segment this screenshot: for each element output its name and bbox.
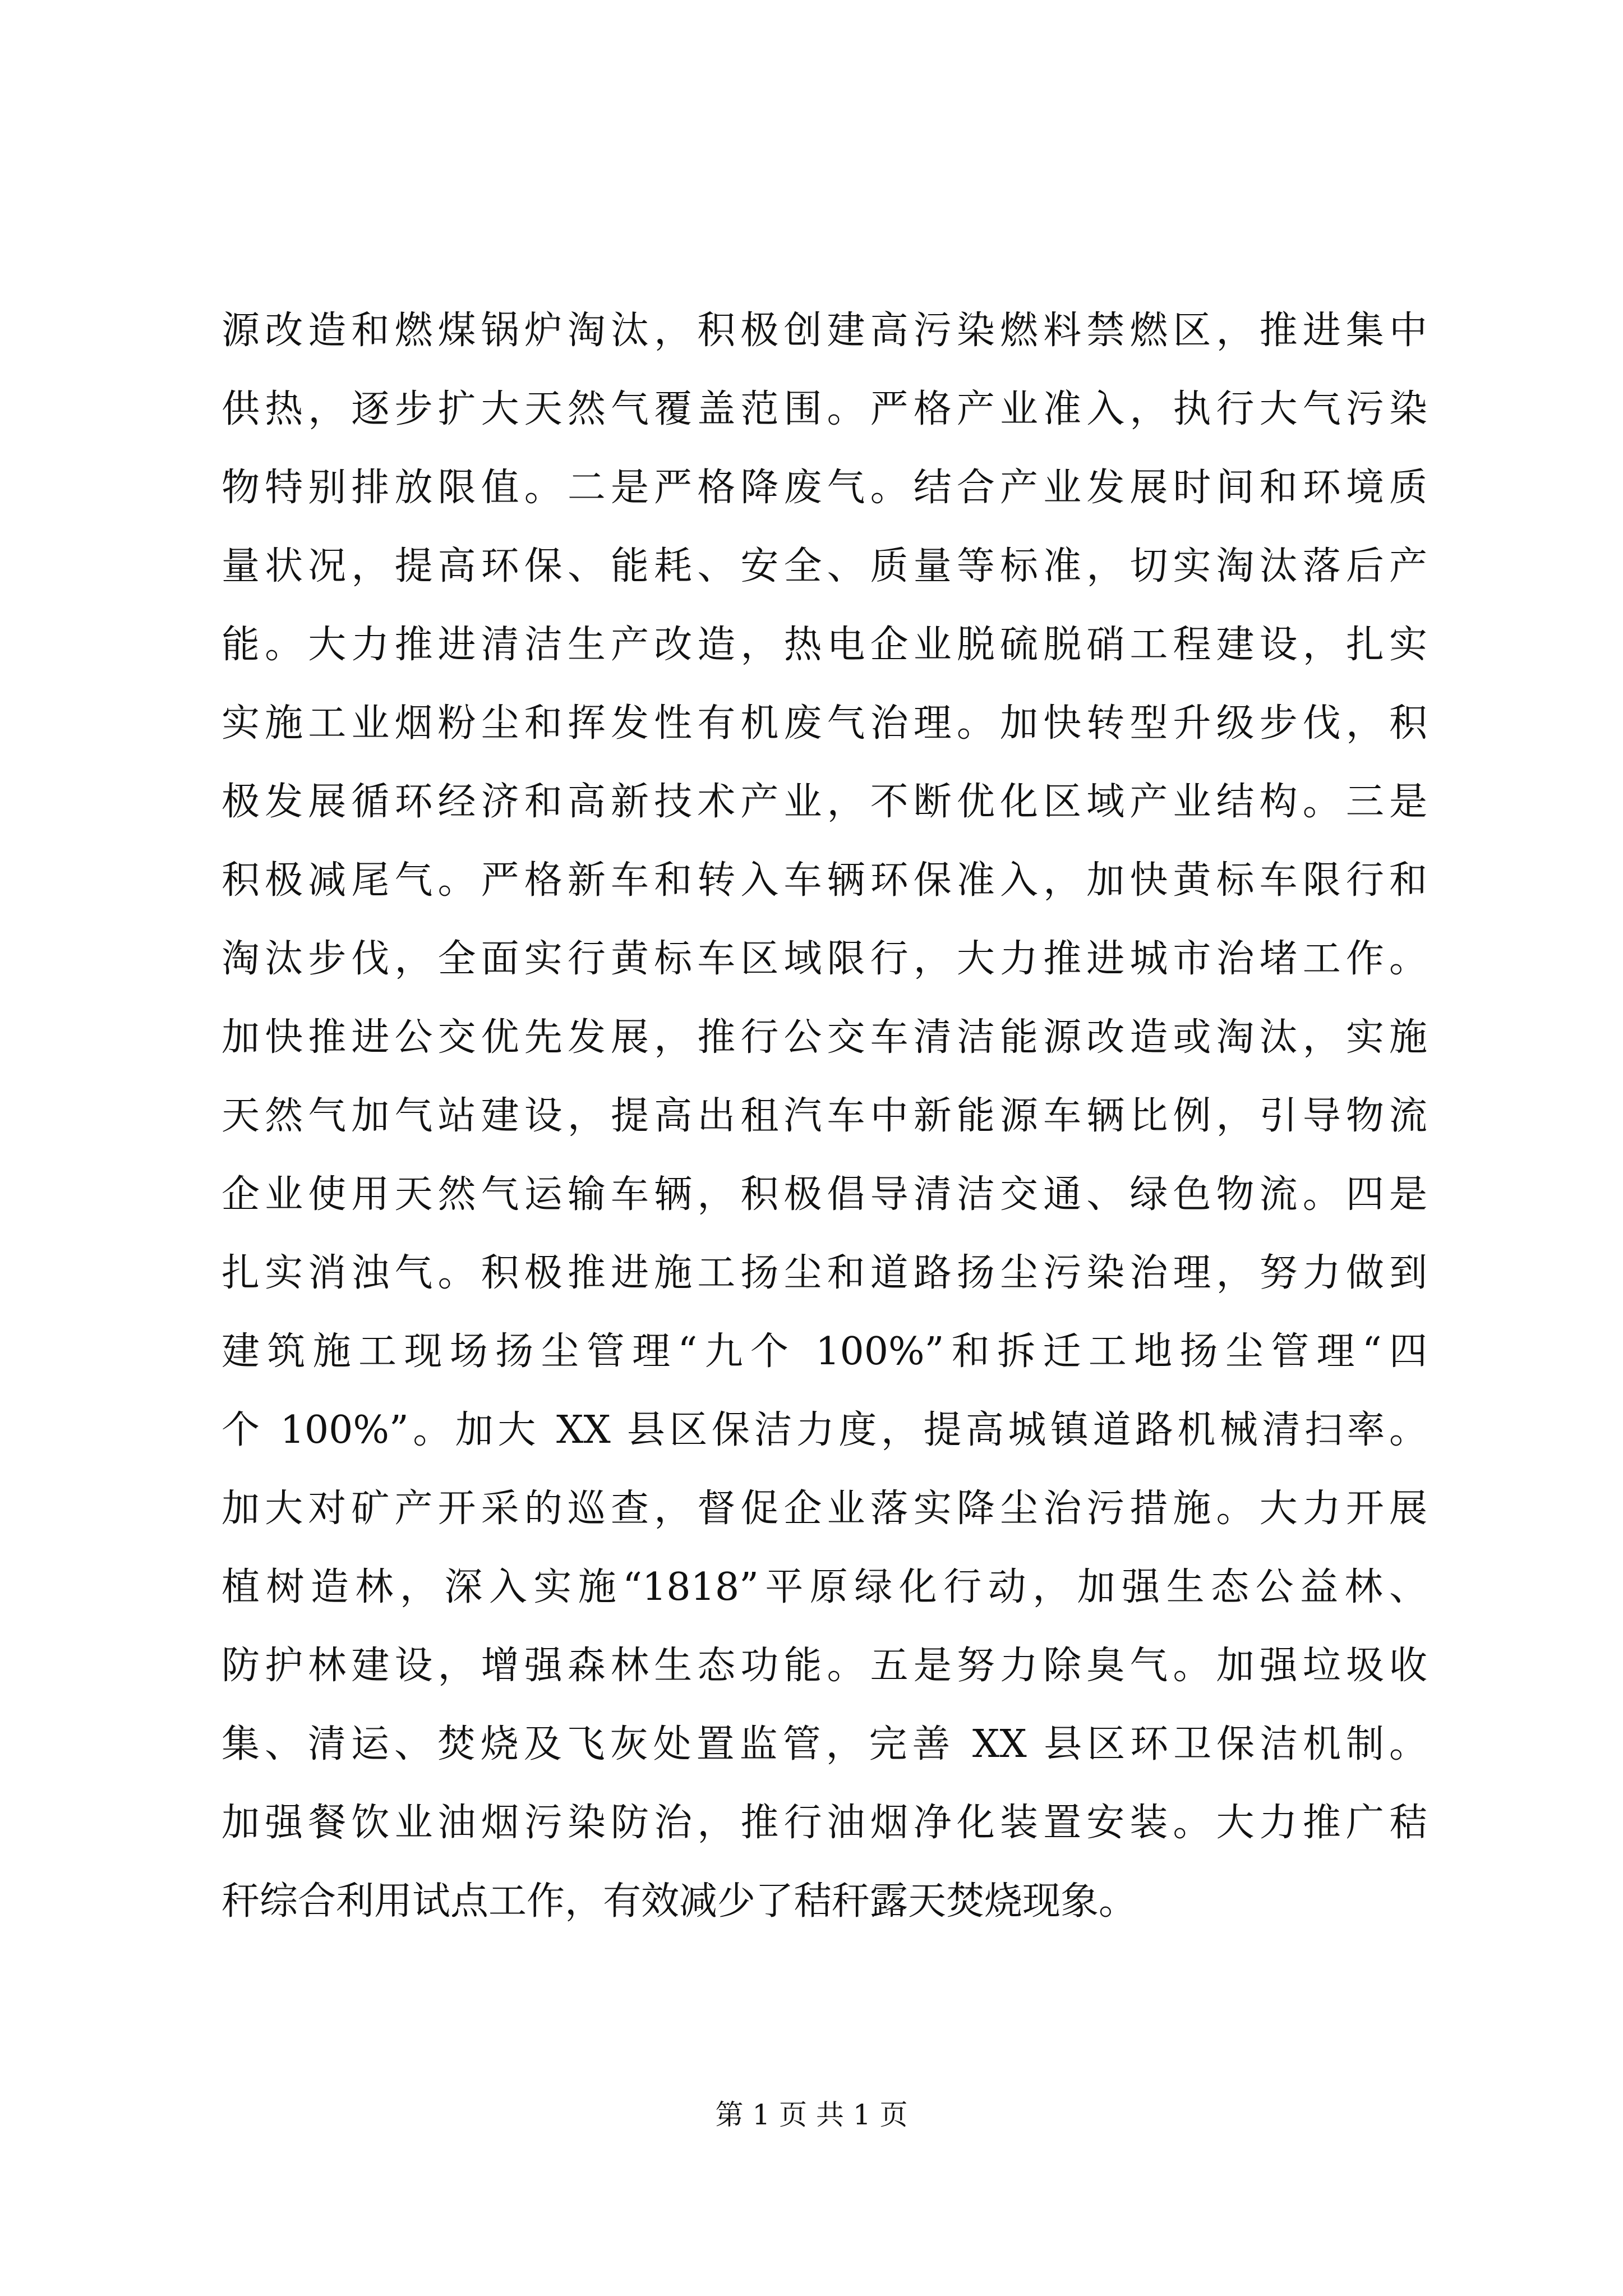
page-footer: 第 1 页 共 1 页 (715, 2099, 908, 2131)
text-line: 防护林建设，增强森林生态功能。五是努力除臭气。加强垃圾收 (222, 1644, 1427, 1688)
text-line: 天然气加气站建设，提高出租汽车中新能源车辆比例，引导物流 (222, 1094, 1427, 1138)
text-line: 源改造和燃煤锅炉淘汰，积极创建高污染燃料禁燃区，推进集中 (222, 309, 1427, 353)
text-line: 量状况，提高环保、能耗、安全、质量等标准，切实淘汰落后产 (222, 544, 1427, 588)
text-line: 能。大力推进清洁生产改造，热电企业脱硫脱硝工程建设，扎实 (222, 623, 1427, 667)
text-line: 物特别排放限值。二是严格降废气。结合产业发展时间和环境质 (222, 466, 1427, 510)
text-line: 极发展循环经济和高新技术产业，不断优化区域产业结构。三是 (222, 780, 1427, 824)
text-line: 淘汰步伐，全面实行黄标车区域限行，大力推进城市治堵工作。 (222, 937, 1427, 981)
text-line: 加大对矿产开采的巡查，督促企业落实降尘治污措施。大力开展 (222, 1487, 1427, 1531)
text-line: 加快推进公交优先发展，推行公交车清洁能源改造或淘汰，实施 (222, 1015, 1427, 1060)
text-line: 秆综合利用试点工作，有效减少了秸秆露天焚烧现象。 (222, 1879, 1137, 1924)
text-line: 集、清运、焚烧及飞灰处置监管，完善 XX 县区环卫保洁机制。 (222, 1722, 1427, 1766)
body-paragraph (222, 292, 1427, 1941)
text-line: 积极减尾气。严格新车和转入车辆环保准入，加快黄标车限行和 (222, 858, 1427, 903)
text-line: 植树造林，深入实施“1818”平原绿化行动，加强生态公益林、 (222, 1565, 1427, 1609)
text-line: 扎实消浊气。积极推进施工扬尘和道路扬尘污染治理，努力做到 (222, 1251, 1427, 1295)
text-line: 实施工业烟粉尘和挥发性有机废气治理。加快转型升级步伐，积 (222, 701, 1427, 746)
text-line: 建筑施工现场扬尘管理“九个 100%”和拆迁工地扬尘管理“四 (222, 1329, 1427, 1374)
text-line: 企业使用天然气运输车辆，积极倡导清洁交通、绿色物流。四是 (222, 1172, 1427, 1217)
text-line: 个 100%”。加大 XX 县区保洁力度，提高城镇道路机械清扫率。 (222, 1408, 1427, 1452)
text-line: 加强餐饮业油烟污染防治，推行油烟净化装置安装。大力推广秸 (222, 1801, 1427, 1845)
text-line: 供热，逐步扩大天然气覆盖范围。严格产业准入，执行大气污染 (222, 387, 1427, 431)
